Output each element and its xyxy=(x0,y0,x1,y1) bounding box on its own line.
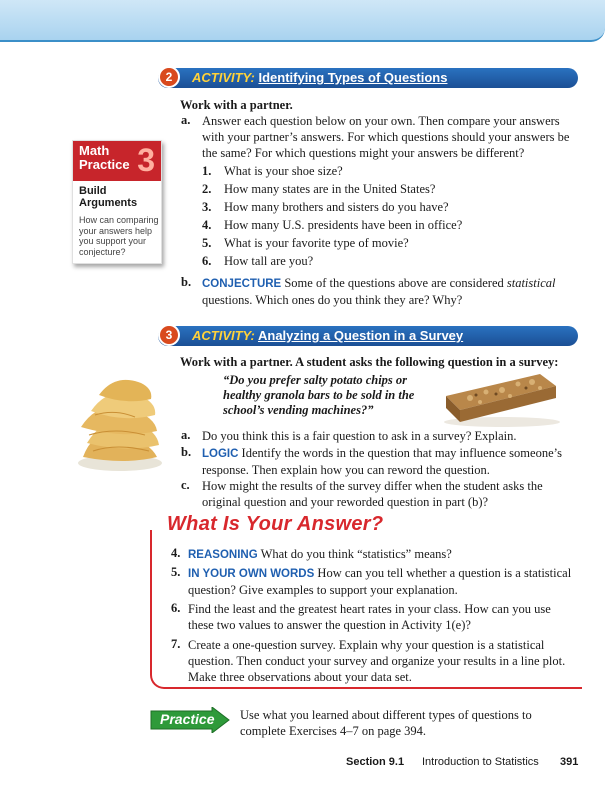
activity-3-a-text: Do you think this is a fair question to ask in a survey? Explain. xyxy=(202,429,517,443)
activity-2-title: Identifying Types of Questions xyxy=(258,70,448,85)
activity-3-b-text: LOGIC Identify the words in the question that may influence someone’s response. Then explain how you can reword the question. xyxy=(202,446,562,477)
activity-3-a-label: a. xyxy=(181,428,191,442)
question-5: 5. What is your favorite type of movie? xyxy=(202,236,409,250)
logic-keyword: LOGIC xyxy=(202,448,239,460)
math-practice-subtitle: Build Arguments xyxy=(79,185,138,209)
practice-text: Use what you learned about different types of questions to complete Exercises 4–7 on page 394. xyxy=(240,708,532,738)
activity-2-intro: Work with a partner. xyxy=(180,98,293,112)
conjecture-keyword: CONJECTURE xyxy=(202,278,282,290)
activity-2-b-text: CONJECTURE Some of the questions above are considered statistical questions. Which ones do you think they are? Why? xyxy=(202,276,556,307)
activity-3-c-label: c. xyxy=(181,478,190,492)
activity-2-a-label: a. xyxy=(181,113,191,127)
activity-2-number: 2 xyxy=(158,66,180,88)
activity-3-title: Analyzing a Question in a Survey xyxy=(257,328,464,343)
activity-3-keyword: ACTIVITY: xyxy=(192,328,255,343)
question-3: 3. How many brothers and sisters do you have? xyxy=(202,200,449,214)
activity-3-b-label: b. xyxy=(181,445,192,459)
question-5-number: 5. xyxy=(171,565,181,579)
practice-label: Practice xyxy=(160,711,215,727)
activity-2-keyword: ACTIVITY: xyxy=(192,70,255,85)
math-practice-box xyxy=(72,140,162,264)
question-1: 1. What is your shoe size? xyxy=(202,164,343,178)
granola-bars-image xyxy=(440,368,562,428)
page-number: 391 xyxy=(560,756,579,768)
question-5-text: IN YOUR OWN WORDS How can you tell whether a question is a statistical question? Give examples to support your explanation. xyxy=(188,566,572,597)
math-practice-header xyxy=(73,141,161,181)
question-2: 2. How many states are in the United States? xyxy=(202,182,436,196)
question-7-text: Create a one-question survey. Explain why your question is a statistical question. Then conduct your survey and organize your results in a line plot. Make three observations about your data set. xyxy=(188,638,566,684)
question-4-text: REASONING What do you think “statistics” means? xyxy=(188,547,452,561)
question-6: 6. How tall are you? xyxy=(202,254,314,268)
activity-3-header xyxy=(158,326,578,346)
activity-3-c-text: How might the results of the survey differ when the student asks the original question and your reworded question in part (b)? xyxy=(202,479,543,509)
what-is-your-answer-title: What Is Your Answer? xyxy=(163,513,387,536)
question-4-number: 4. xyxy=(171,546,181,560)
question-4: 4. How many U.S. presidents have been in office? xyxy=(202,218,463,232)
survey-quote: “Do you prefer salty potato chips or healthy granola bars to be sold in the school’s vending machines?” xyxy=(223,373,415,417)
question-6-text: Find the least and the greatest heart rates in your class. How can you use these two values to answer the question in Activity 1(e)? xyxy=(188,602,551,632)
question-7-number: 7. xyxy=(171,637,181,651)
activity-2-a-text: Answer each question below on your own. Then compare your answers with your partner’s answers. For which questions should your answers be the same? For which questions might your answers be different? xyxy=(202,114,570,160)
activity-2-header xyxy=(158,68,578,88)
potato-chips-image xyxy=(65,365,175,475)
math-practice-body: How can comparing your answers help you support your conjecture? xyxy=(79,215,159,257)
question-6-number: 6. xyxy=(171,601,181,615)
math-practice-title: Math Practice xyxy=(79,143,130,172)
footer-section: Section 9.1 xyxy=(346,756,405,768)
footer-topic: Introduction to Statistics xyxy=(422,756,539,768)
math-practice-number: 3 xyxy=(137,142,155,178)
top-band xyxy=(0,0,605,42)
activity-3-intro: Work with a partner. A student asks the following question in a survey: xyxy=(180,355,559,369)
activity-2-b-label: b. xyxy=(181,275,192,289)
activity-3-number: 3 xyxy=(158,324,180,346)
